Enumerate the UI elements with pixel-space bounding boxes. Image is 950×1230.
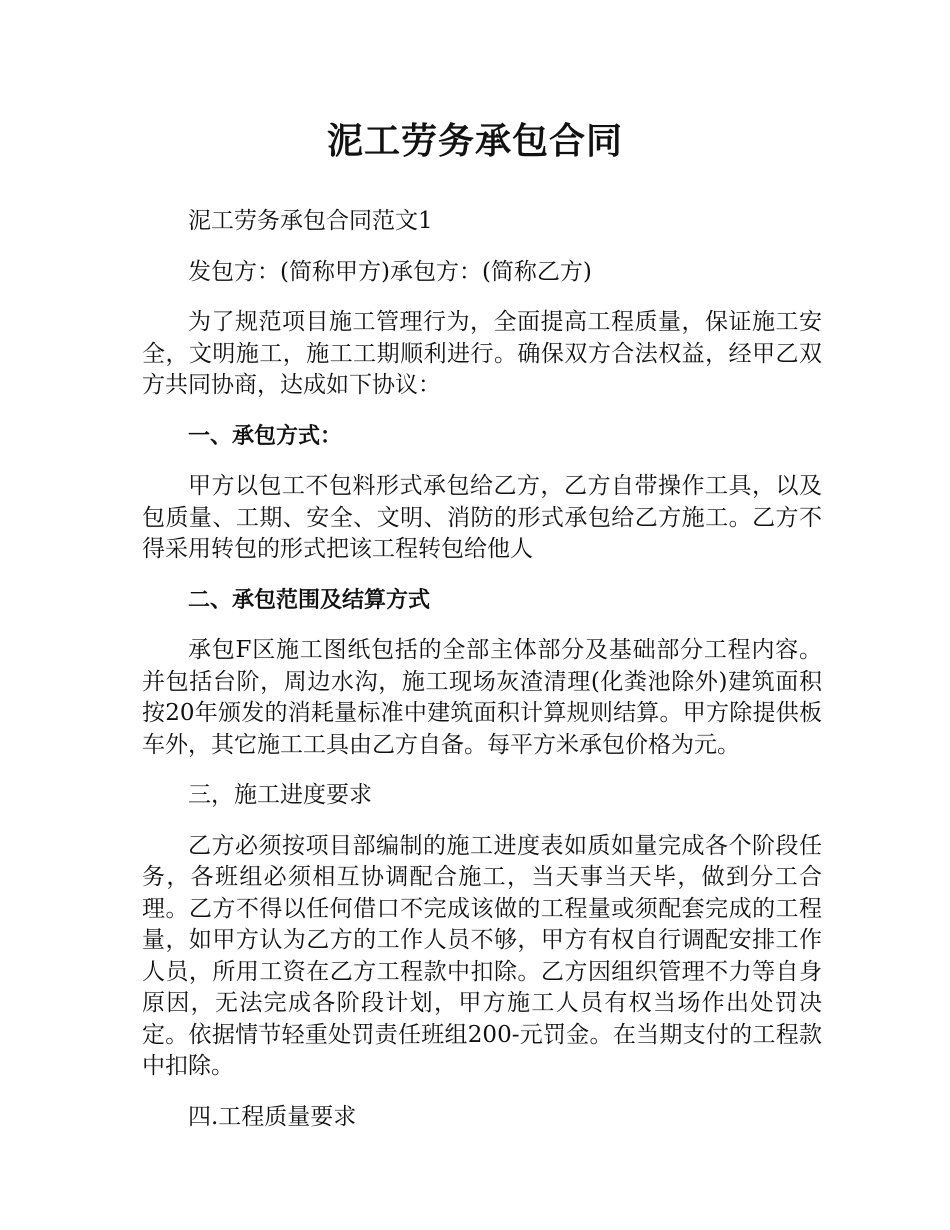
document-title: 泥工劳务承包合同	[326, 121, 623, 162]
document-body	[142, 200, 822, 1133]
section-heading-3: 三，施工进度要求	[188, 782, 372, 808]
paragraph-section-2: 承包F区施工图纸包括的全部主体部分及基础部分工程内容。并包括台阶，周边水沟，施工现场灰渣清理(化粪池除外)建筑面积按20年颁发的消耗量标准中建筑面积计算规则结算。甲方除提供板车外，其它施工工具由乙方自备。每平方米承包价格为元。	[142, 637, 822, 758]
paragraph-subtitle: 泥工劳务承包合同范文1	[188, 208, 433, 234]
paragraph-section-3: 乙方必须按项目部编制的施工进度表如质如量完成各个阶段任务，各班组必须相互协调配合施工，当天事当天毕，做到分工合理。乙方不得以任何借口不完成该做的工程量或须配套完成的工程量，如甲方认为乙方的工作人员不够，甲方有权自行调配安排工作人员，所用工资在乙方工程款中扣除。乙方因组织管理不力等自身原因，无法完成各阶段计划，甲方施工人员有权当场作出处罚决定。依据情节轻重处罚责任班组200-元罚金。在当期支付的工程款中扣除。	[142, 832, 822, 1079]
paragraph-parties: 发包方：(简称甲方)承包方：(简称乙方)	[188, 258, 592, 285]
paragraph-preamble: 为了规范项目施工管理行为，全面提高工程质量，保证施工安全，文明施工，施工工期顺利进行。确保双方合法权益，经甲乙双方共同协商，达成如下协议：	[142, 309, 822, 398]
section-heading-4: 四.工程质量要求	[188, 1103, 357, 1130]
section-heading-2: 二、承包范围及结算方式	[188, 587, 431, 613]
section-heading-1: 一、承包方式：	[188, 423, 343, 449]
paragraph-section-1: 甲方以包工不包料形式承包给乙方，乙方自带操作工具，以及包质量、工期、安全、文明、消防的形式承包给乙方施工。乙方不得采用转包的形式把该工程转包给他人	[142, 473, 822, 562]
